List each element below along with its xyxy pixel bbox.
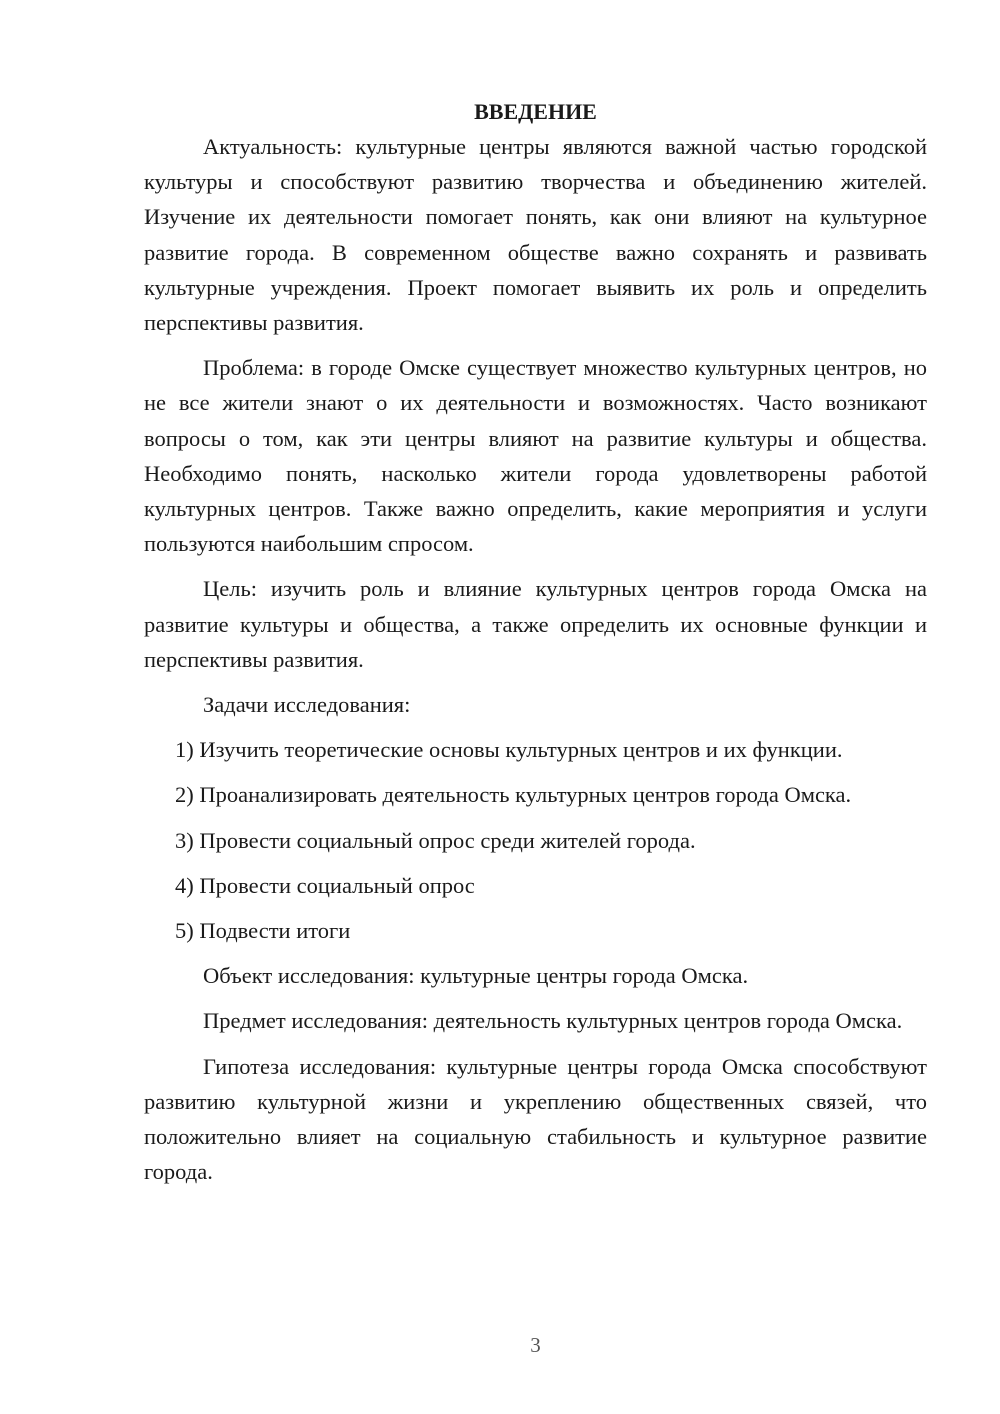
task-item-3: 3) Провести социальный опрос среди жителей города. [175,827,696,853]
paragraph-hypothesis: Гипотеза исследования: культурные центры города Омска способствуют развитию культурной жизни и укреплению общественных связей, что положительно влияет на социальную стабильность и культурное развитие города. [144,1053,927,1185]
paragraph-subject: Предмет исследования: деятельность культурных центров города Омска. [203,1008,903,1034]
tasks-heading: Задачи исследования: [203,692,411,718]
page-content [144,94,927,1199]
task-item-2: 2) Проанализировать деятельность культурных центров города Омска. [175,782,852,808]
page-number: 3 [530,1333,541,1357]
paragraph-object: Объект исследования: культурные центры города Омска. [203,963,749,989]
paragraph-problem: Проблема: в городе Омске существует множество культурных центров, но не все жители знают о их деятельности и возможностях. Часто возникают вопросы о том, как эти центры влияют на развитие культуры и общества. Необходимо понять, насколько жители города удовлетворены работой культурных центров. Также важно определить, какие мероприятия и услуги пользуются наибольшим спросом. [144,355,927,557]
paragraph-relevance: Актуальность: культурные центры являются важной частью городской культуры и способствуют развитию творчества и объединению жителей. Изучение их деятельности помогает понять, как они влияют на культурное развитие города. В современном обществе важно сохранять и развивать культурные учреждения. Проект помогает выявить их роль и определить перспективы развития. [144,134,927,336]
task-item-1: 1) Изучить теоретические основы культурных центров и их функции. [175,737,843,763]
task-item-4: 4) Провести социальный опрос [175,872,475,898]
task-item-5: 5) Подвести итоги [175,918,351,944]
paragraph-goal: Цель: изучить роль и влияние культурных центров города Омска на развитие культуры и общества, а также определить их основные функции и перспективы развития. [144,576,927,672]
page-title: ВВЕДЕНИЕ [474,99,597,124]
